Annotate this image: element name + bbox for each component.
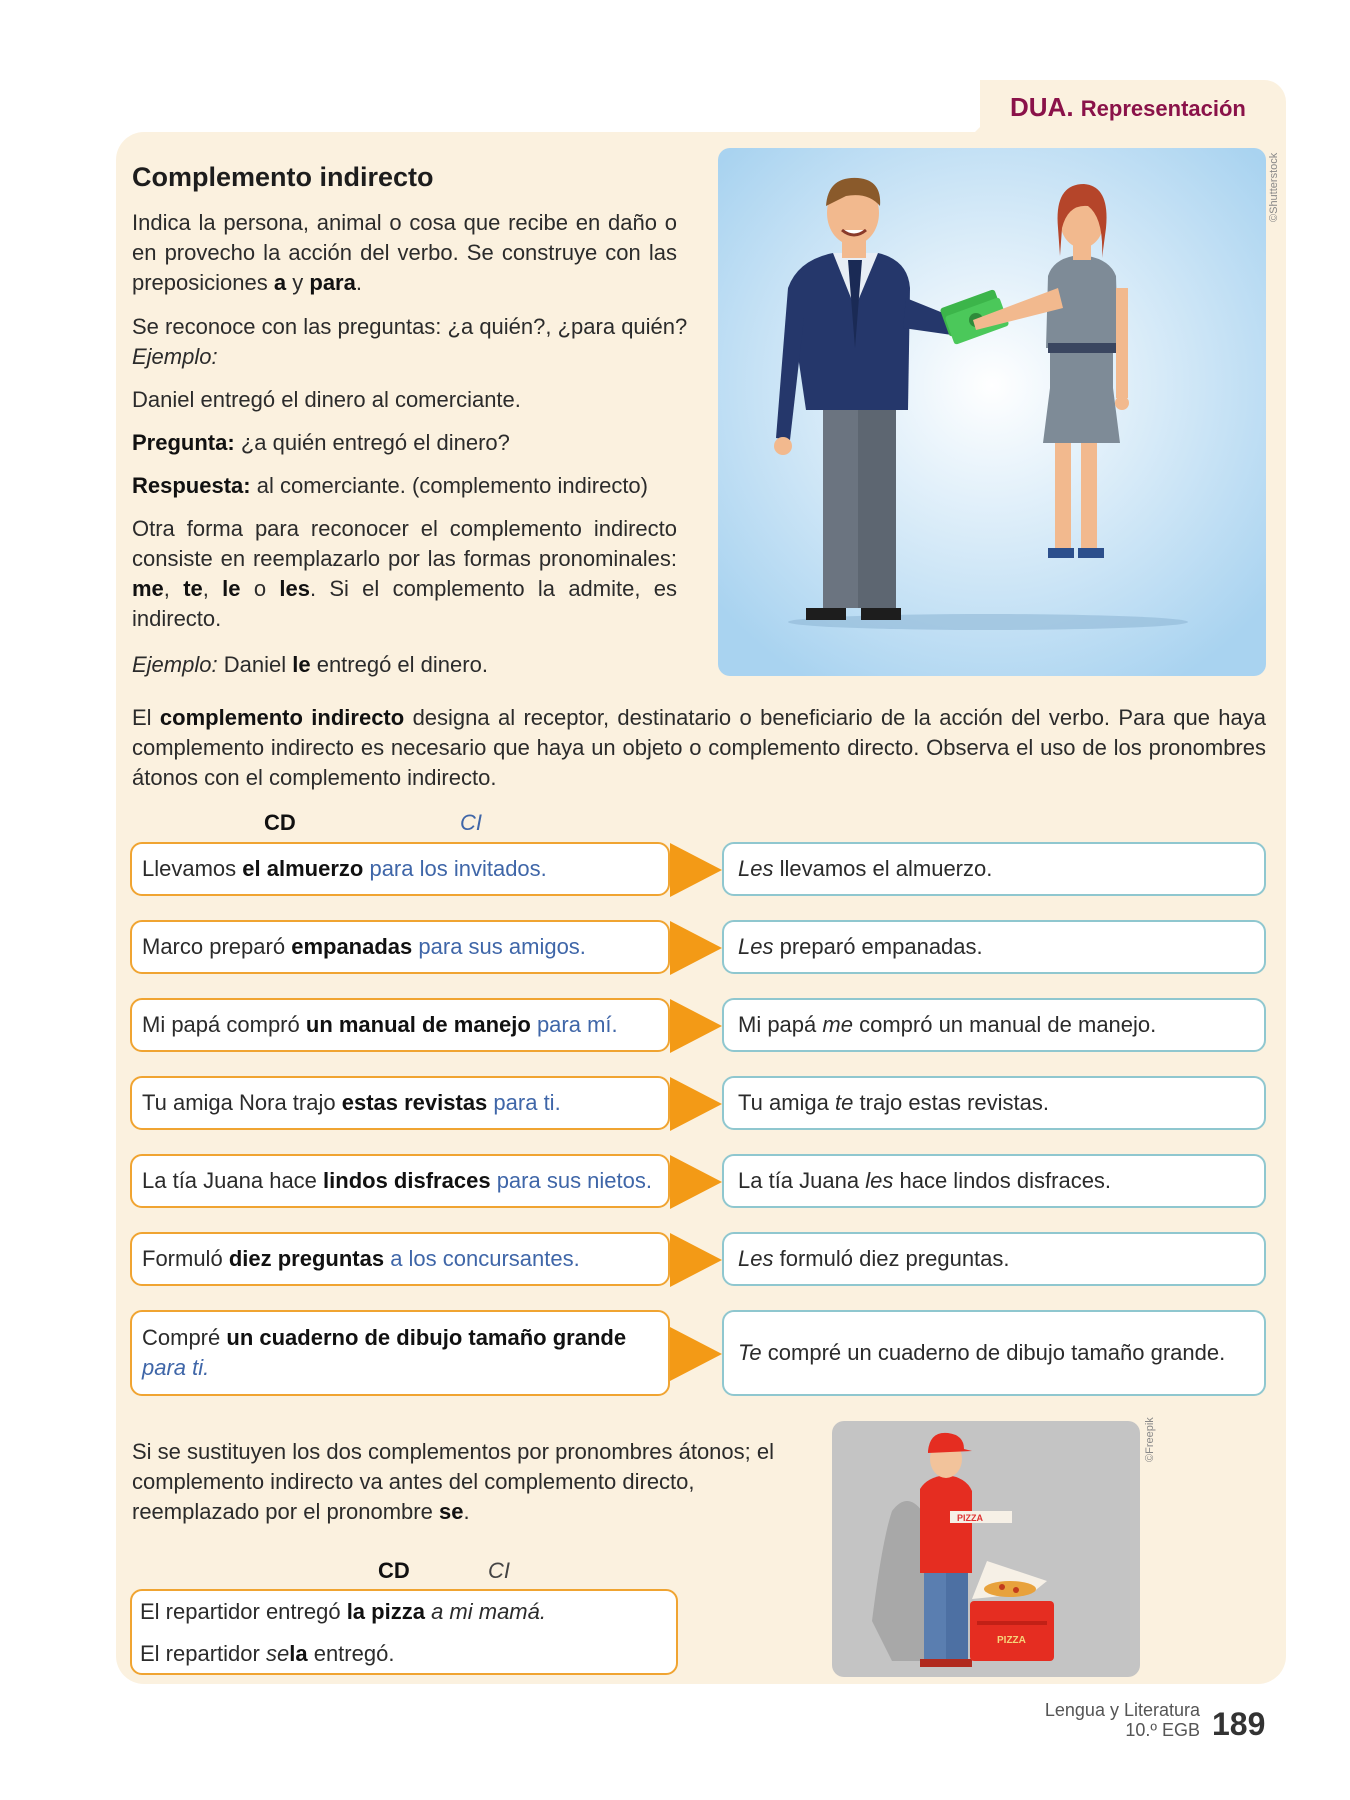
example-sentence: Daniel entregó el dinero al comerciante. [132, 387, 521, 412]
page-number: 189 [1212, 1706, 1266, 1742]
example-left-1 [130, 842, 670, 896]
prep-a: a [273, 270, 287, 295]
definition-a: El [132, 705, 152, 730]
s2-end: entregó. [313, 1641, 395, 1666]
arrow-icon [670, 1077, 722, 1131]
arrow-icon [670, 999, 722, 1053]
prep-para: para [309, 270, 356, 295]
intro-paragraph-2 [132, 312, 692, 372]
shutterstock-credit: ©Shutterstock [1268, 152, 1280, 222]
example-right-pre: Mi papá [738, 1012, 817, 1037]
example-right-pre: Tu amiga [738, 1090, 829, 1115]
example-left-2 [130, 920, 670, 974]
ejemplo-2-le: le [292, 652, 311, 677]
pizza-delivery-svg [832, 1421, 1140, 1677]
example-right-3 [722, 998, 1266, 1052]
s2-text: El repartidor [140, 1641, 260, 1666]
example-left-text: Mi papá compró [142, 1012, 300, 1037]
respuesta-text: al comerciante. (complemento indirecto) [256, 473, 648, 498]
dua-label: DUA. [1010, 92, 1074, 122]
pron-te: te [183, 576, 203, 601]
arrow-icon [670, 921, 722, 975]
example-ci: a los concursantes. [390, 1246, 580, 1271]
intro-text: Indica la persona, animal o cosa que recibe en daño o en provecho la acción del verbo. Se construye con las preposiciones [132, 210, 677, 295]
bottom-end: . [463, 1499, 470, 1524]
example-pronoun: me [822, 1012, 853, 1037]
example-ci: para mí. [536, 1012, 618, 1037]
example-right-text: trajo estas revistas. [859, 1090, 1050, 1115]
example-right-text: compré un cuaderno de dibujo tamaño grande. [767, 1340, 1226, 1365]
arrow-icon [670, 1155, 722, 1209]
intro-period: . [355, 270, 362, 295]
example-cd: lindos disfraces [323, 1168, 491, 1193]
respuesta-label: Respuesta: [132, 473, 251, 498]
footer-subject: Lengua y Literatura [1044, 1700, 1200, 1720]
example-pronoun: Les [738, 856, 774, 881]
bottom-text: Si se sustituyen los dos complementos por pronombres átonos; el complemento indirecto va antes del complemento directo, reemplazado por el pronombre [132, 1439, 774, 1524]
example-ci: para sus amigos. [418, 934, 586, 959]
intro-paragraph-1 [132, 208, 677, 298]
representacion-label: Representación [1080, 96, 1246, 121]
section-title: Complemento indirecto [132, 162, 434, 192]
s1-cd: la pizza [346, 1599, 425, 1624]
pronoun-sentence-2 [140, 1639, 670, 1669]
example-right-text: llevamos el almuerzo. [779, 856, 993, 881]
example-cd: estas revistas [341, 1090, 488, 1115]
example-left-text: Llevamos [142, 856, 237, 881]
s2-se: se [265, 1641, 290, 1666]
pron-le: le [222, 576, 241, 601]
ejemplo-label: Ejemplo: [132, 344, 218, 369]
cd-label-bottom: CD [378, 1558, 410, 1583]
example-right-text: preparó empanadas. [779, 934, 983, 959]
example-right-text: hace lindos disfraces. [899, 1168, 1112, 1193]
pronoun-sentence-1 [140, 1597, 670, 1627]
example-right-4 [722, 1076, 1266, 1130]
example-right-5 [722, 1154, 1266, 1208]
footer-grade: 10.º EGB [1125, 1720, 1200, 1740]
cd-label: CD [264, 810, 296, 835]
intro-paragraph-3: Otra forma para reconocer el complemento indirecto consiste en reemplazarlo por las formas pronominales: me, te, le o les. Si el complemento la admite, es indirecto. [132, 516, 677, 631]
example-cd: empanadas [291, 934, 413, 959]
example-left-text: Marco preparó [142, 934, 286, 959]
definition-bold: complemento indirecto [159, 705, 405, 730]
pron-me: me [132, 576, 164, 601]
example-right-6 [722, 1232, 1266, 1286]
example-left-text: Compré [142, 1325, 221, 1350]
arrow-icon [670, 843, 722, 897]
example-cd: el almuerzo [242, 856, 364, 881]
example-right-text: compró un manual de manejo. [859, 1012, 1157, 1037]
example-pronoun: Te [738, 1340, 762, 1365]
example-left-text: Tu amiga Nora trajo [142, 1090, 336, 1115]
ci-label: CI [460, 810, 482, 835]
money-handover-illustration [718, 148, 1266, 676]
bottom-se: se [438, 1499, 464, 1524]
example-ci: para ti. [493, 1090, 561, 1115]
freepik-credit: ©Freepik [1144, 1417, 1156, 1462]
arrow-icon [670, 1233, 722, 1287]
ci-label-bottom: CI [488, 1558, 510, 1583]
example-left-text: La tía Juana hace [142, 1168, 317, 1193]
example-ci: para sus nietos. [496, 1168, 652, 1193]
example-left-7 [130, 1310, 670, 1396]
pizza-delivery-illustration [832, 1421, 1140, 1677]
definition-paragraph [132, 703, 1266, 793]
intro-y: y [292, 270, 304, 295]
pron-les: les [279, 576, 310, 601]
pronoun-example-box [130, 1589, 678, 1675]
example-cd: diez preguntas [228, 1246, 385, 1271]
pregunta-line [132, 428, 510, 458]
example-right-1 [722, 842, 1266, 896]
example-left-6 [130, 1232, 670, 1286]
example-left-4 [130, 1076, 670, 1130]
example-2 [132, 650, 488, 680]
example-pronoun: Les [738, 1246, 774, 1271]
arrow-icon [670, 1327, 722, 1381]
example-right-2 [722, 920, 1266, 974]
pronominal-end: . Si el complemento la admite, es indirecto. [132, 576, 677, 631]
s1-text: El repartidor entregó [140, 1599, 341, 1624]
example-ci: para ti. [142, 1355, 210, 1380]
ejemplo-2-b: entregó el dinero. [316, 652, 488, 677]
definition-b: designa al receptor, destinatario o beneficiario de la acción del verbo. Para que haya complemento indirecto es necesario que haya un objeto o complemento directo. Observa el uso de los pronombres átonos con el complemento indirecto. [132, 705, 1266, 790]
s2-la: la [289, 1641, 308, 1666]
example-ci: para los invitados. [369, 856, 547, 881]
example-pronoun: te [835, 1090, 854, 1115]
pregunta-label: Pregunta: [132, 430, 235, 455]
pronominal-text: Otra forma para reconocer el complemento indirecto consiste en reemplazarlo por las formas pronominales: [132, 516, 677, 571]
s1-ci: a mi mamá. [431, 1599, 546, 1624]
example-pronoun: Les [738, 934, 774, 959]
money-handover-svg [718, 148, 1266, 676]
example-left-3 [130, 998, 670, 1052]
ejemplo-2-a: Daniel [223, 652, 287, 677]
example-cd: un cuaderno de dibujo tamaño grande [226, 1325, 627, 1350]
bottom-paragraph [132, 1437, 792, 1527]
respuesta-line [132, 471, 648, 501]
pron-o: o [253, 576, 267, 601]
example-right-7 [722, 1310, 1266, 1396]
example-left-text: Formuló [142, 1246, 223, 1271]
pizza-box-label: PIZZA [957, 1513, 983, 1523]
dua-header [1010, 92, 1246, 123]
example-right-pre: La tía Juana [738, 1168, 860, 1193]
questions-text: Se reconoce con las preguntas: ¿a quién?, ¿para quién? [132, 314, 688, 339]
example-cd: un manual de manejo [305, 1012, 531, 1037]
example-left-5 [130, 1154, 670, 1208]
example-pronoun: les [865, 1168, 894, 1193]
ejemplo-2-label: Ejemplo: [132, 652, 218, 677]
example-right-text: formuló diez preguntas. [779, 1246, 1010, 1271]
pregunta-text: ¿a quién entregó el dinero? [240, 430, 510, 455]
bag-label: PIZZA [997, 1635, 1026, 1646]
